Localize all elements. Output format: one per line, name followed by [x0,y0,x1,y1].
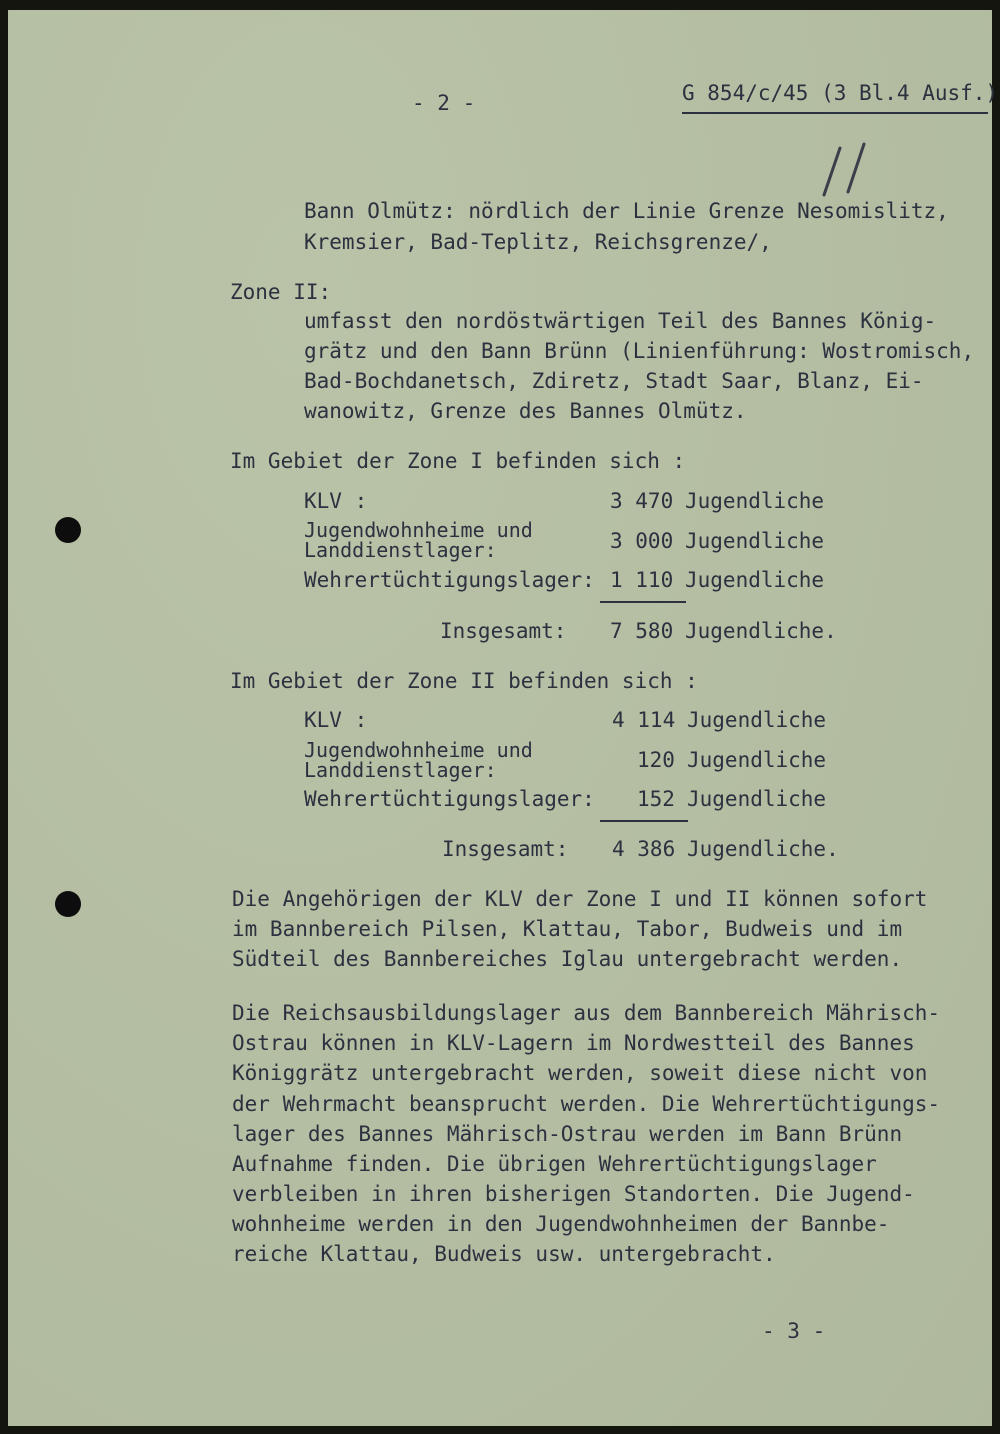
paragraph2-line: wohnheime werden in den Jugendwohnheimen der Bannbe- [232,1212,890,1236]
punch-hole-top [55,517,81,543]
paragraph2-line: Aufnahme finden. Die übrigen Wehrertüchtigungslager [232,1152,877,1176]
paragraph1-line: Die Angehörigen der KLV der Zone I und II können sofort [232,887,928,911]
table1-value: 3 470 [610,489,674,513]
paragraph2-line: Ostrau können in KLV-Lagern im Nordwestteil des Bannes [232,1031,915,1055]
table1-total-label: Insgesamt: [440,619,567,643]
paragraph2-line: Königgrätz untergebracht werden, soweit diese nicht von [232,1061,928,1085]
table1-unit: Jugendliche [685,568,825,592]
paragraph2-line: reiche Klattau, Budweis usw. untergebracht. [232,1242,776,1266]
table2-total-unit: Jugendliche. [687,837,839,861]
table1-label: Wehrertüchtigungslager: [304,568,595,592]
document-reference: G 854/c/45 (3 Bl.4 Ausf.) [682,81,999,105]
zone2-line: wanowitz, Grenze des Bannes Olmütz. [304,399,747,423]
zone2-line: umfasst den nordöstwärtigen Teil des Bannes König- [304,309,937,333]
table1-unit: Jugendliche [685,529,825,553]
intro-line-1: Bann Olmütz: nördlich der Linie Grenze Nesomislitz, [304,199,949,223]
paragraph1-line: im Bannbereich Pilsen, Klattau, Tabor, Budweis und im [232,917,903,941]
table2-heading: Im Gebiet der Zone II befinden sich : [230,669,698,693]
table2-unit: Jugendliche [687,708,827,732]
table1-label: KLV : [304,489,368,513]
paragraph2-line: verbleiben in ihren bisherigen Standorten. Die Jugend- [232,1182,915,1206]
table2-unit: Jugendliche [687,748,827,772]
table1-total-unit: Jugendliche. [685,619,837,643]
table1-value: 1 110 [610,568,674,592]
table2-label: Wehrertüchtigungslager: [304,787,595,811]
zone2-heading: Zone II: [230,280,332,304]
page-number: - 2 - [412,91,476,115]
paragraph1-line: Südteil des Bannbereiches Iglau untergebracht werden. [232,947,903,971]
table2-value: 4 114 [612,708,676,732]
table1-label: Jugendwohnheime und Landdienstlager: [304,518,533,562]
table2-value: 152 [637,787,675,811]
table2-value: 120 [637,748,675,772]
table2-unit: Jugendliche [687,787,827,811]
paragraph2-line: lager des Bannes Mährisch-Ostrau werden im Bann Brünn [232,1122,903,1146]
zone2-line: grätz und den Bann Brünn (Linienführung: Wostromisch, [304,339,975,363]
next-page-marker: - 3 - [762,1319,826,1343]
punch-hole-bottom [55,891,81,917]
intro-line-2: Kremsier, Bad-Teplitz, Reichsgrenze/, [304,230,772,254]
reference-underline [682,112,988,114]
zone2-line: Bad-Bochdanetsch, Zdiretz, Stadt Saar, Blanz, Ei- [304,369,924,393]
table2-label: Jugendwohnheime und Landdienstlager: [304,738,533,782]
handwritten-mark [818,140,878,200]
table2-label: KLV : [304,708,368,732]
table2-sum-rule [600,820,688,822]
table1-sum-rule [600,601,686,603]
paragraph2-line: der Wehrmacht beansprucht werden. Die Wehrertüchtigungs- [232,1092,941,1116]
table2-total-label: Insgesamt: [442,837,569,861]
table1-unit: Jugendliche [685,489,825,513]
table1-total-value: 7 580 [610,619,674,643]
table1-value: 3 000 [610,529,674,553]
paragraph2-line: Die Reichsausbildungslager aus dem Bannbereich Mährisch- [232,1001,941,1025]
table1-heading: Im Gebiet der Zone I befinden sich : [230,449,686,473]
table2-total-value: 4 386 [612,837,676,861]
